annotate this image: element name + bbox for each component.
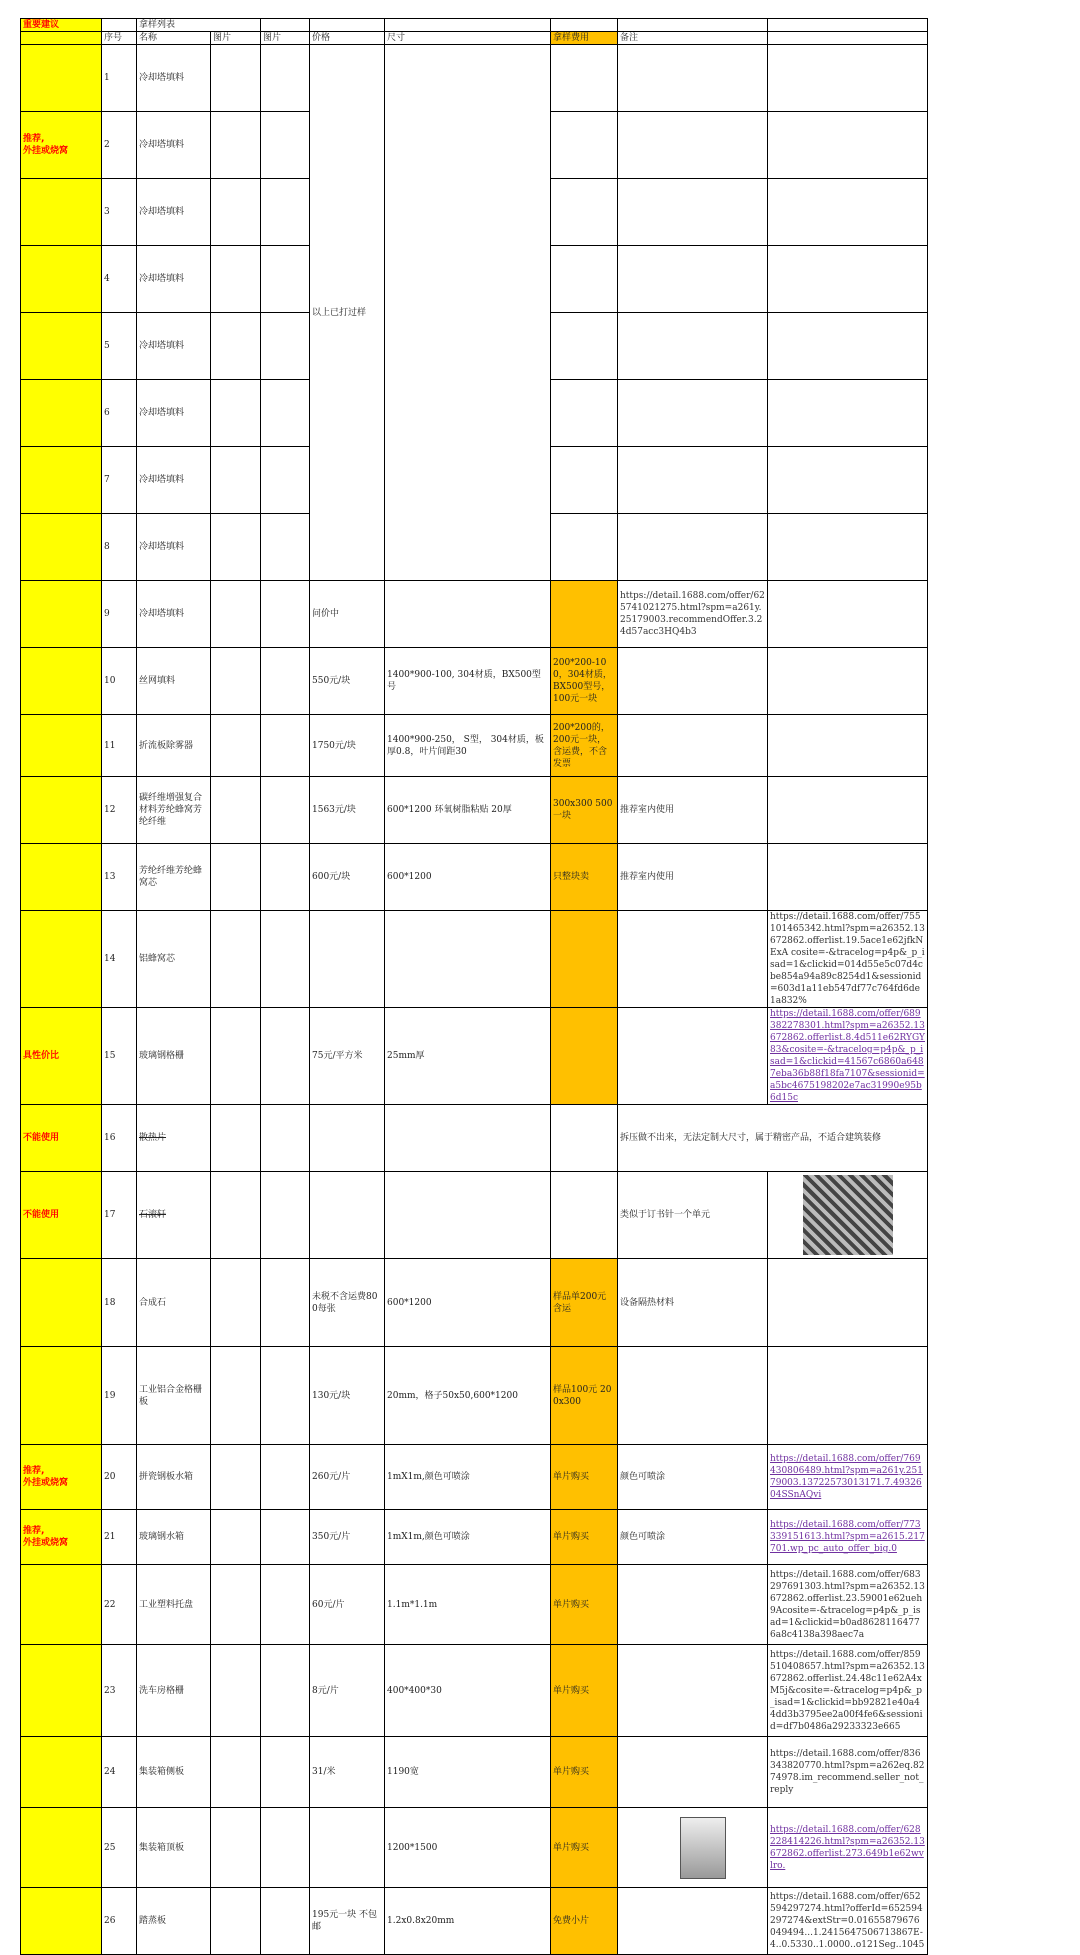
- row-index: 13: [102, 844, 137, 911]
- product-price: 350元/片: [310, 1510, 385, 1565]
- table-row: [21, 715, 928, 777]
- product-name: 丝网填料: [137, 648, 211, 715]
- row-index: 24: [102, 1737, 137, 1808]
- product-image: [211, 1888, 261, 1955]
- row-index: 15: [102, 1008, 137, 1105]
- sample-fee: 样品100元 200x300: [551, 1347, 618, 1445]
- product-image-2: [261, 648, 310, 715]
- offer-link: [768, 844, 928, 911]
- product-name: 集装箱侧板: [137, 1737, 211, 1808]
- product-size: 600*1200 环氧树脂粘贴 20厚: [385, 777, 551, 844]
- row-index: 11: [102, 715, 137, 777]
- offer-link: [768, 246, 928, 313]
- product-size: [385, 1105, 551, 1172]
- suggestion-tag: [21, 1888, 102, 1955]
- product-image: [211, 1510, 261, 1565]
- row-index: 21: [102, 1510, 137, 1565]
- product-price: 31/米: [310, 1737, 385, 1808]
- product-image: [211, 1347, 261, 1445]
- row-index: 10: [102, 648, 137, 715]
- sample-list-sheet: [20, 18, 928, 1955]
- col-header-price: 价格: [310, 32, 385, 45]
- product-image-2: [261, 1105, 310, 1172]
- offer-link[interactable]: https://detail.1688.com/offer/773339151613.html?spm=a2615.217701.wp_pc_auto_offer_big.0: [768, 1510, 928, 1565]
- table-row: [21, 1259, 928, 1347]
- product-image: [211, 1105, 261, 1172]
- product-image-2: [261, 514, 310, 581]
- table-row: [21, 1808, 928, 1888]
- remark: [618, 1737, 768, 1808]
- table-row: [21, 911, 928, 1008]
- table-row: [21, 1105, 928, 1172]
- offer-link: [768, 45, 928, 112]
- remark: [618, 911, 768, 1008]
- remark: [618, 45, 768, 112]
- offer-link: [768, 1259, 928, 1347]
- product-name: 冷却塔填料: [137, 112, 211, 179]
- suggestion-tag: [21, 45, 102, 112]
- product-photo: [803, 1175, 893, 1255]
- suggestion-tag: [21, 514, 102, 581]
- col-header-name: 名称: [137, 32, 211, 45]
- product-image: [211, 777, 261, 844]
- product-name: 玻璃钢水箱: [137, 1510, 211, 1565]
- suggestion-tag: 不能使用: [21, 1105, 102, 1172]
- offer-link: [768, 313, 928, 380]
- product-name: 玻璃钢格栅: [137, 1008, 211, 1105]
- offer-link: [768, 715, 928, 777]
- product-size: 1mX1m,颜色可喷涂: [385, 1445, 551, 1510]
- table-row: [21, 1445, 928, 1510]
- product-image-2: [261, 1737, 310, 1808]
- product-size: 1400*900-100, 304材质，BX500型号: [385, 648, 551, 715]
- sample-fee: [551, 313, 618, 380]
- row-index: 5: [102, 313, 137, 380]
- row-index: 7: [102, 447, 137, 514]
- product-image-2: [261, 844, 310, 911]
- product-image-2: [261, 1645, 310, 1737]
- sample-fee: 300x300 500一块: [551, 777, 618, 844]
- row-index: 18: [102, 1259, 137, 1347]
- product-image-2: [261, 1347, 310, 1445]
- product-name: 工业塑料托盘: [137, 1565, 211, 1645]
- row-index: 6: [102, 380, 137, 447]
- product-size: 1400*900-250， S型， 304材质，板厚0.8，叶片间距30: [385, 715, 551, 777]
- product-name: 冷却塔填料: [137, 447, 211, 514]
- sample-fee: 只整块卖: [551, 844, 618, 911]
- product-price: 130元/块: [310, 1347, 385, 1445]
- product-size: 1.2x0.8x20mm: [385, 1888, 551, 1955]
- product-price: [310, 1105, 385, 1172]
- sample-fee: 免费小片: [551, 1888, 618, 1955]
- suggestion-tag: 推荐, 外挂或烧窝: [21, 1445, 102, 1510]
- product-price: 550元/块: [310, 648, 385, 715]
- product-image: [211, 1645, 261, 1737]
- table-row: [21, 1510, 928, 1565]
- product-size: 1mX1m,颜色可喷涂: [385, 1510, 551, 1565]
- offer-link: [768, 581, 928, 648]
- product-image-2: [261, 777, 310, 844]
- product-photo: [680, 1817, 726, 1879]
- product-image: [211, 911, 261, 1008]
- product-size: [385, 1172, 551, 1259]
- product-price: 195元一块 不包邮: [310, 1888, 385, 1955]
- offer-link[interactable]: https://detail.1688.com/offer/628228414226.html?spm=a26352.13672862.offerlist.273.649b1e62wvlro.: [768, 1808, 928, 1888]
- suggestion-tag: 推荐, 外挂或烧窝: [21, 1510, 102, 1565]
- product-image-2: [261, 45, 310, 112]
- sample-fee: [551, 514, 618, 581]
- remark: [618, 1645, 768, 1737]
- product-size: 400*400*30: [385, 1645, 551, 1737]
- product-image: [211, 1172, 261, 1259]
- table-row: [21, 1172, 928, 1259]
- row-index: 1: [102, 45, 137, 112]
- product-name: 冷却塔填料: [137, 380, 211, 447]
- product-image-2: [261, 715, 310, 777]
- sample-list-title: 拿样列表: [137, 19, 261, 32]
- product-image-2: [261, 581, 310, 648]
- product-image-2: [261, 313, 310, 380]
- table-row: [21, 1008, 928, 1105]
- sample-fee: [551, 179, 618, 246]
- product-image: [211, 380, 261, 447]
- row-index: 20: [102, 1445, 137, 1510]
- row-index: 9: [102, 581, 137, 648]
- remark: [618, 1888, 768, 1955]
- product-image: [211, 1259, 261, 1347]
- remark: [618, 112, 768, 179]
- offer-link: [768, 447, 928, 514]
- remark: [618, 246, 768, 313]
- product-price: 600元/块: [310, 844, 385, 911]
- table-row: [21, 1347, 928, 1445]
- suggestion-tag: [21, 844, 102, 911]
- sample-fee: [551, 911, 618, 1008]
- suggestion-tag: [21, 1565, 102, 1645]
- remark: [618, 1008, 768, 1105]
- product-size: 1190宽: [385, 1737, 551, 1808]
- product-image: [211, 1808, 261, 1888]
- product-name: 冷却塔填料: [137, 179, 211, 246]
- offer-link[interactable]: https://detail.1688.com/offer/683297691303.html?spm=a26352.13672862.offerlist.23.59001e62ueh9Acosite=-&tracelog=p4p&_p_isad=1&clickid=b0ad86281164776a8c4138a398aec7a: [768, 1565, 928, 1645]
- product-image-2: [261, 1808, 310, 1888]
- product-image-2: [261, 1259, 310, 1347]
- offer-link[interactable]: https://detail.1688.com/offer/689382278301.html?spm=a26352.13672862.offerlist.8.4d511e62RYGY83&cosite=-&tracelog=p4p&_p_isad=1&clickid=41567c6860a6487eba36b88f18fa7107&sessionid=a5bc4675198202e7ac31990e95b6d15c: [768, 1008, 928, 1105]
- product-image-2: [261, 246, 310, 313]
- product-size: 600*1200: [385, 1259, 551, 1347]
- product-name: 冷却塔填料: [137, 313, 211, 380]
- offer-link[interactable]: https://detail.1688.com/offer/652594297274.html?offerId=652594297274&extStr=0.01655879676049494...1.2415647506713867E-4..0.5330..1.0000..o121Seg..1045: [768, 1888, 928, 1955]
- suggestion-tag: [21, 777, 102, 844]
- sample-fee: 200*200的， 200元一块，含运费，不含发票: [551, 715, 618, 777]
- sample-fee: 单片购买: [551, 1565, 618, 1645]
- product-price: 260元/片: [310, 1445, 385, 1510]
- offer-link[interactable]: https://detail.1688.com/offer/625741021275.html?spm=a261y.25179003.recommendOffer.3.24d57acc3HQ4b3: [618, 581, 768, 648]
- product-image-2: [261, 179, 310, 246]
- suggestion-tag: [21, 1808, 102, 1888]
- offer-link[interactable]: https://detail.1688.com/offer/755101465342.html?spm=a26352.13672862.offerlist.19.5ace1e62jfkNExA cosite=-&tracelog=p4p&_p_isad=1&clickid=014d55e5c07d4cbe854a94a89c8254d1&sessionid=603d1a11eb547df77c764fd6de1a832%: [768, 911, 928, 1008]
- suggestion-tag: [21, 911, 102, 1008]
- product-name: 冷却塔填料: [137, 581, 211, 648]
- product-image: [211, 447, 261, 514]
- remark: [618, 179, 768, 246]
- remark: 推荐室内使用: [618, 777, 768, 844]
- product-image: [211, 313, 261, 380]
- suggestion-tag: 推荐, 外挂或烧窝: [21, 112, 102, 179]
- offer-link: [768, 648, 928, 715]
- offer-link: [768, 112, 928, 179]
- product-name: 踏蒸板: [137, 1888, 211, 1955]
- remark: [618, 1808, 768, 1888]
- row-index: 4: [102, 246, 137, 313]
- suggestion-tag: [21, 179, 102, 246]
- suggestion-tag: [21, 1347, 102, 1445]
- product-name: 工业铝合金格栅板: [137, 1347, 211, 1445]
- offer-link: [768, 777, 928, 844]
- row-index: 16: [102, 1105, 137, 1172]
- product-name: 折流板除雾器: [137, 715, 211, 777]
- sample-fee: [551, 45, 618, 112]
- product-image: [211, 514, 261, 581]
- row-index: 3: [102, 179, 137, 246]
- product-image-2: [261, 1445, 310, 1510]
- product-image-2: [261, 447, 310, 514]
- col-header-image1: 图片: [211, 32, 261, 45]
- product-name: 合成石: [137, 1259, 211, 1347]
- remark: 类似于订书针一个单元: [618, 1172, 768, 1259]
- product-price: 问价中: [310, 581, 385, 648]
- product-image: [211, 1565, 261, 1645]
- product-image: [211, 1445, 261, 1510]
- sample-fee: [551, 380, 618, 447]
- product-price: 8元/片: [310, 1645, 385, 1737]
- product-name: 冷却塔填料: [137, 246, 211, 313]
- remark: [618, 313, 768, 380]
- product-image: [211, 844, 261, 911]
- product-image-2: [261, 112, 310, 179]
- product-size: 600*1200: [385, 844, 551, 911]
- product-size: 25mm厚: [385, 1008, 551, 1105]
- product-image-2: [261, 380, 310, 447]
- product-name: 芳纶纤维芳纶蜂窝芯: [137, 844, 211, 911]
- suggestion-tag: [21, 715, 102, 777]
- product-image-2: [261, 1565, 310, 1645]
- product-price: 60元/片: [310, 1565, 385, 1645]
- size-merged: [385, 45, 551, 581]
- col-header-image2: 图片: [261, 32, 310, 45]
- sampled-note: 以上已打过样: [310, 45, 385, 581]
- product-image-2: [261, 911, 310, 1008]
- sample-fee: [551, 581, 618, 648]
- product-image-2: [261, 1008, 310, 1105]
- suggestion-tag: [21, 648, 102, 715]
- remark: [618, 447, 768, 514]
- table-row: [21, 777, 928, 844]
- suggestion-tag: [21, 1737, 102, 1808]
- row-index: 17: [102, 1172, 137, 1259]
- row-index: 8: [102, 514, 137, 581]
- table-row: [21, 581, 928, 648]
- remark: [618, 1565, 768, 1645]
- row-index: 19: [102, 1347, 137, 1445]
- row-index: 14: [102, 911, 137, 1008]
- remark: [618, 715, 768, 777]
- product-image-2: [261, 1510, 310, 1565]
- product-price: 1750元/块: [310, 715, 385, 777]
- table-row: [21, 844, 928, 911]
- suggestion-tag: [21, 1259, 102, 1347]
- remark: [618, 514, 768, 581]
- sample-fee: [551, 1172, 618, 1259]
- sample-fee: 单片购买: [551, 1808, 618, 1888]
- offer-link: [768, 1172, 928, 1259]
- product-name: 冷却塔填料: [137, 45, 211, 112]
- suggestion-tag: [21, 447, 102, 514]
- offer-link: [768, 179, 928, 246]
- suggestion-tag: [21, 246, 102, 313]
- sample-fee: [551, 1008, 618, 1105]
- product-name: 散热片: [137, 1105, 211, 1172]
- product-price: 75元/平方米: [310, 1008, 385, 1105]
- product-image: [211, 112, 261, 179]
- offer-link[interactable]: https://detail.1688.com/offer/769430806489.html?spm=a261y.25179003.13722573013171.7.4932604SSnAQvi: [768, 1445, 928, 1510]
- product-name: 集装箱顶板: [137, 1808, 211, 1888]
- product-price: [310, 911, 385, 1008]
- offer-link: [768, 514, 928, 581]
- product-name: 铝蜂窝芯: [137, 911, 211, 1008]
- sample-fee: 单片购买: [551, 1737, 618, 1808]
- sample-fee: 单片购买: [551, 1510, 618, 1565]
- product-image: [211, 179, 261, 246]
- table-row: [21, 1888, 928, 1955]
- product-name: 冷却塔填料: [137, 514, 211, 581]
- sample-fee: [551, 112, 618, 179]
- product-size: 20mm，格子50x50,600*1200: [385, 1347, 551, 1445]
- table-row: [21, 1737, 928, 1808]
- product-price: 未税不含运费800每张: [310, 1259, 385, 1347]
- product-price: 1563元/块: [310, 777, 385, 844]
- product-size: [385, 911, 551, 1008]
- sample-fee: 单片购买: [551, 1445, 618, 1510]
- row-index: 23: [102, 1645, 137, 1737]
- offer-link: [768, 1347, 928, 1445]
- suggestion-tag: 具性价比: [21, 1008, 102, 1105]
- table-row: [21, 1645, 928, 1737]
- table-row: [21, 1565, 928, 1645]
- product-image-2: [261, 1888, 310, 1955]
- product-image: [211, 581, 261, 648]
- suggestion-tag: [21, 380, 102, 447]
- suggestion-tag: [21, 581, 102, 648]
- suggestion-tag: 不能使用: [21, 1172, 102, 1259]
- sample-fee: 单片购买: [551, 1645, 618, 1737]
- remark: [618, 380, 768, 447]
- product-image: [211, 45, 261, 112]
- row-index: 25: [102, 1808, 137, 1888]
- col-header-size: 尺寸: [385, 32, 551, 45]
- sample-fee: [551, 1105, 618, 1172]
- product-name: 拼瓷钢板水箱: [137, 1445, 211, 1510]
- table-row: [21, 648, 928, 715]
- product-name: 洗车房格栅: [137, 1645, 211, 1737]
- sample-fee: [551, 447, 618, 514]
- table-row: [21, 45, 928, 112]
- offer-link[interactable]: https://detail.1688.com/offer/859510408657.html?spm=a26352.13672862.offerlist.24.48c11e62A4xM5j&cosite=-&tracelog=p4p&_p_isad=1&clickid=bb92821e40a44dd3b3795ee2a00f4fe6&sessionid=df7b0486a29233323e665: [768, 1645, 928, 1737]
- row-index: 22: [102, 1565, 137, 1645]
- remark: [618, 1347, 768, 1445]
- col-header-sample-fee: 拿样费用: [551, 32, 618, 45]
- col-header-remark: 备注: [618, 32, 768, 45]
- row-index: 2: [102, 112, 137, 179]
- product-size: [385, 581, 551, 648]
- sample-fee: [551, 246, 618, 313]
- product-size: 1200*1500: [385, 1808, 551, 1888]
- row-index: 26: [102, 1888, 137, 1955]
- product-image: [211, 648, 261, 715]
- offer-link[interactable]: https://detail.1688.com/offer/836343820770.html?spm=a262eq.8274978.im_recommend.seller_not_reply: [768, 1737, 928, 1808]
- product-image-2: [261, 1172, 310, 1259]
- product-image: [211, 715, 261, 777]
- remark: 设备隔热材料: [618, 1259, 768, 1347]
- product-name: 碳纤维增强复合材料芳纶蜂窝芳纶纤维: [137, 777, 211, 844]
- offer-link: [768, 380, 928, 447]
- remark: 颜色可喷涂: [618, 1510, 768, 1565]
- product-image: [211, 1737, 261, 1808]
- remark: 拆压做不出来，无法定制大尺寸，属于精密产品，不适合建筑装修: [618, 1105, 928, 1172]
- suggestion-tag: [21, 1645, 102, 1737]
- sample-fee: 200*200-100，304材质，BX500型号， 100元一块: [551, 648, 618, 715]
- sample-fee: 样品单200元含运: [551, 1259, 618, 1347]
- product-price: [310, 1808, 385, 1888]
- suggestion-tag: [21, 313, 102, 380]
- key-suggestion-header: 重要建议: [21, 19, 102, 32]
- product-name: 石滚轩: [137, 1172, 211, 1259]
- product-image: [211, 1008, 261, 1105]
- product-size: 1.1m*1.1m: [385, 1565, 551, 1645]
- remark: [618, 648, 768, 715]
- col-header-index: 序号: [102, 32, 137, 45]
- remark: 推荐室内使用: [618, 844, 768, 911]
- remark: 颜色可喷涂: [618, 1445, 768, 1510]
- row-index: 12: [102, 777, 137, 844]
- product-price: [310, 1172, 385, 1259]
- product-image: [211, 246, 261, 313]
